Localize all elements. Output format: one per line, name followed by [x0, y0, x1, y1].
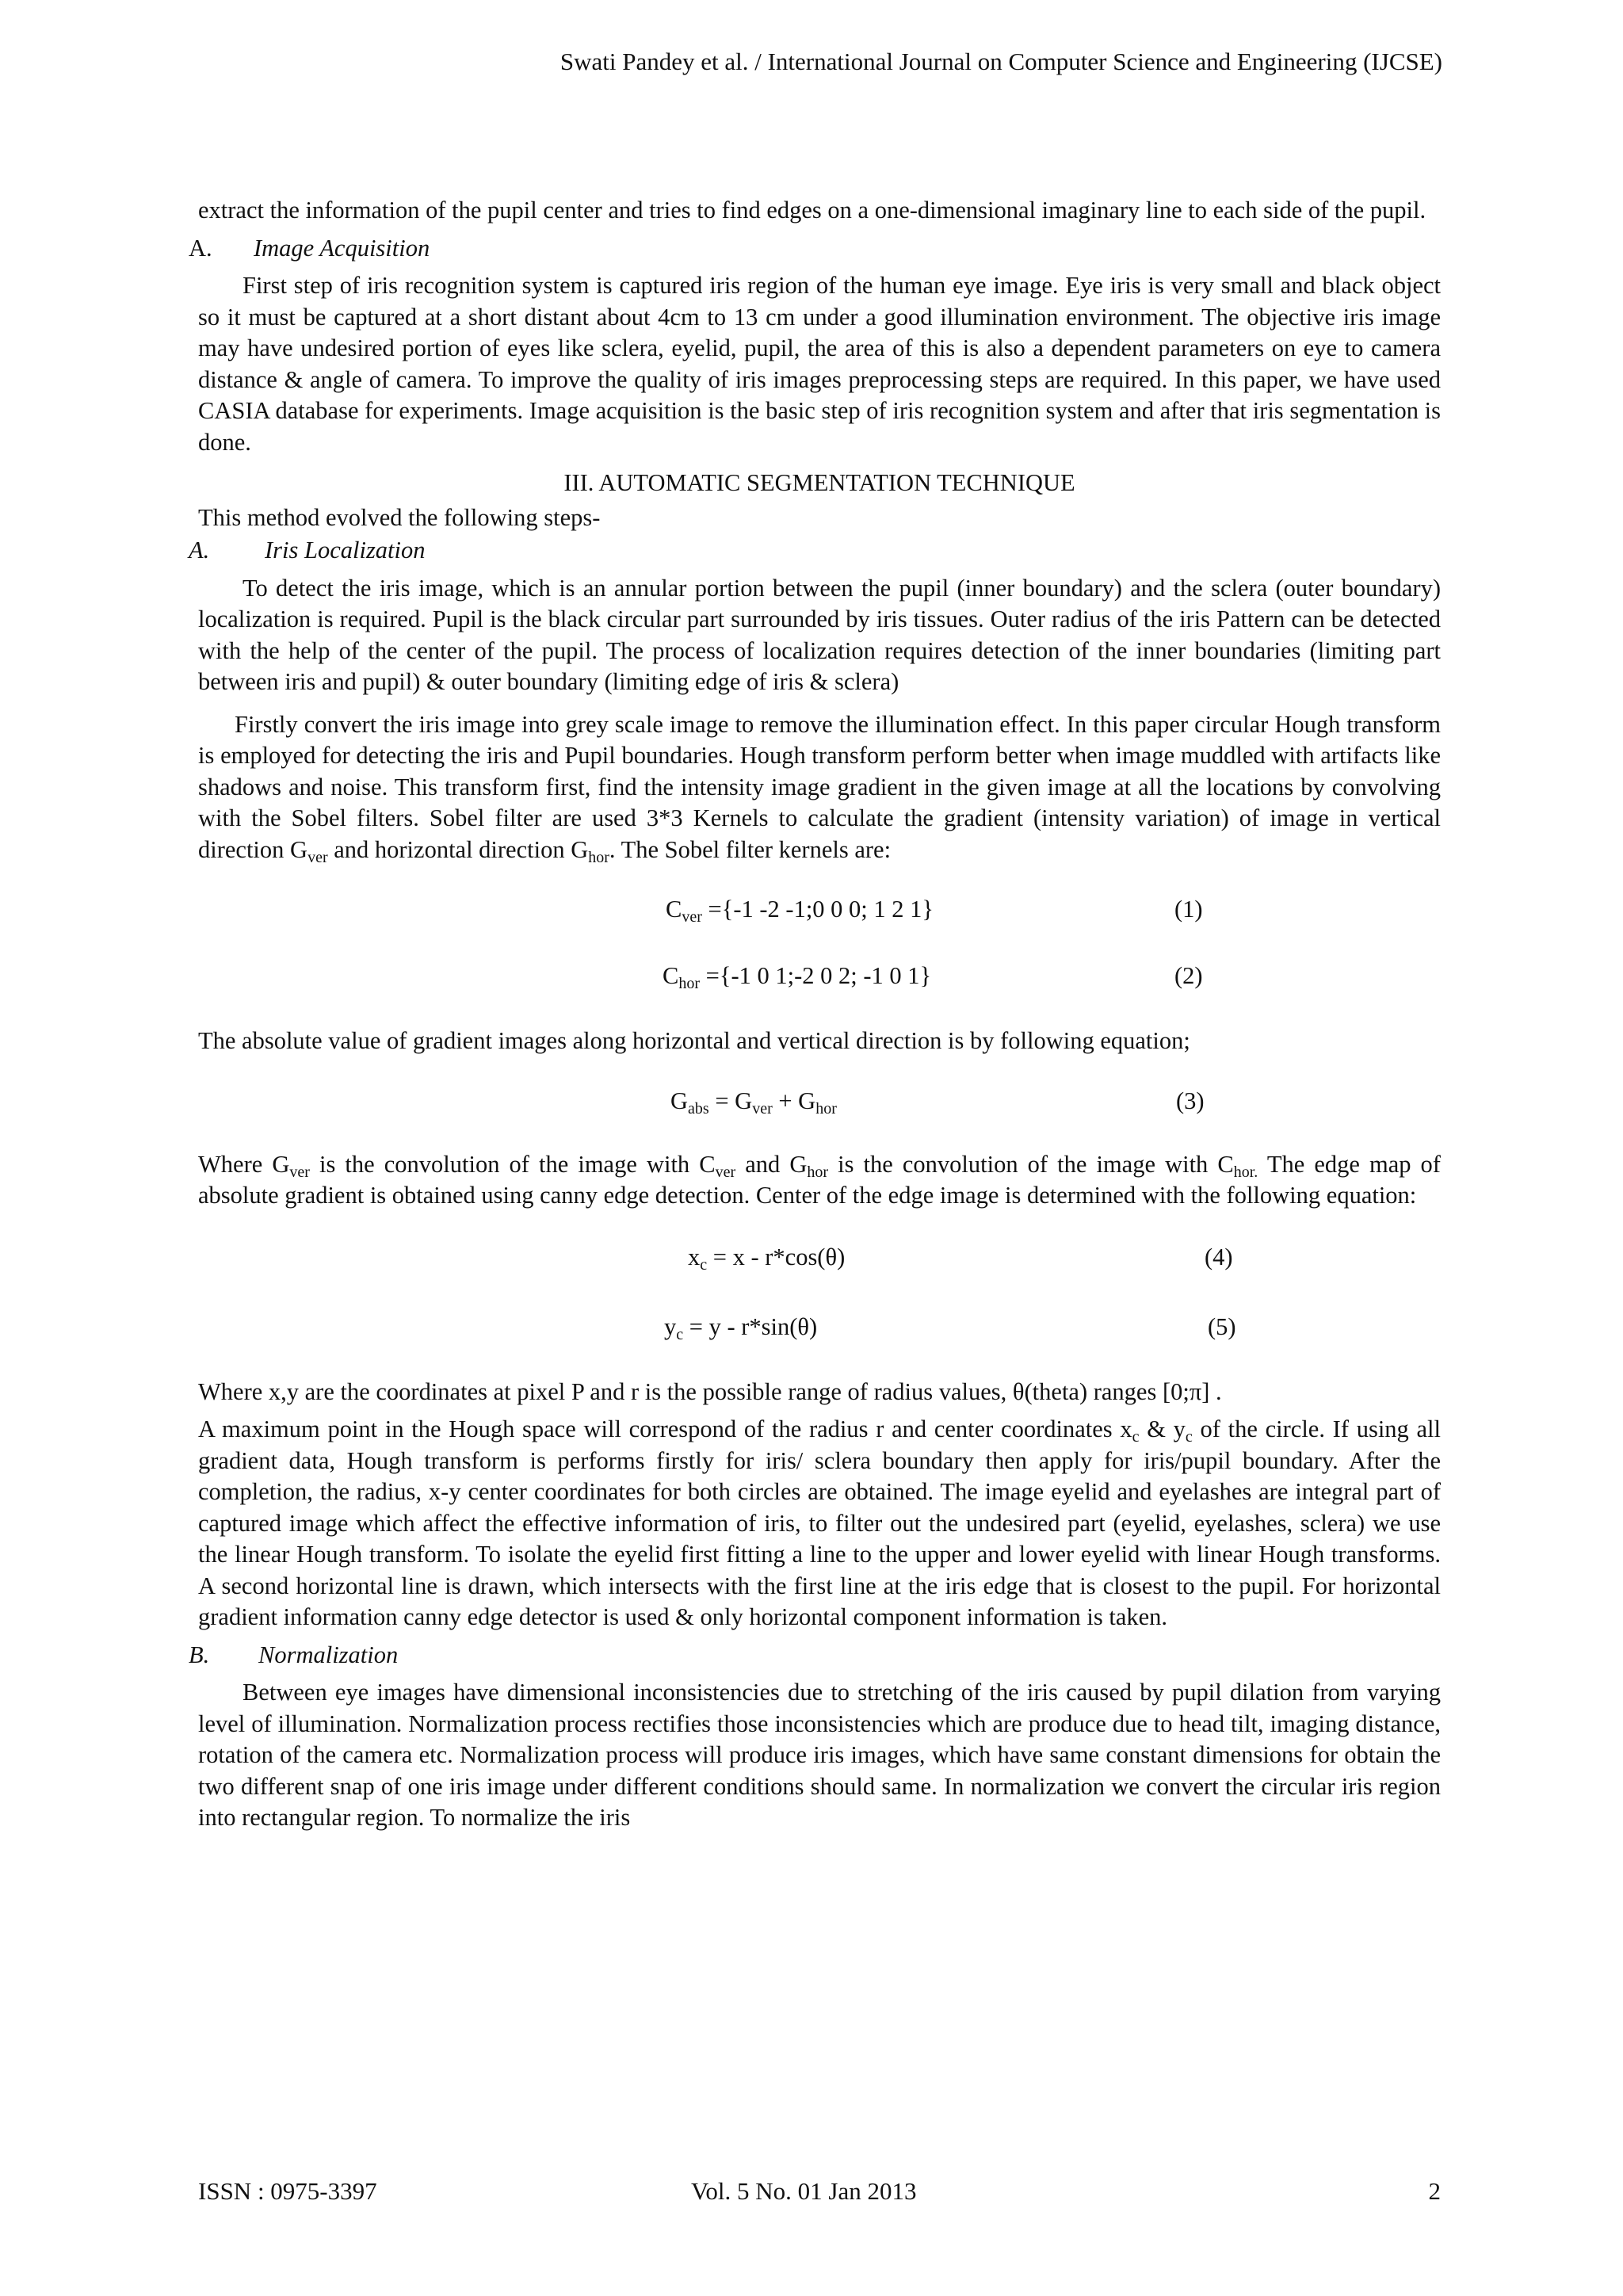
intro-paragraph: extract the information of the pupil center and tries to find edges on a one-dimensional imaginary line to each side of the pupil.: [198, 197, 1426, 223]
footer-issn: ISSN : 0975-3397: [198, 2177, 377, 2205]
equation-body: $C_{ver} =\{-1$ -2 -1;0 0 0; 1 2 1}: [666, 896, 934, 926]
where-coordinates-paragraph: Where x,y are the coordinates at pixel P and r is the possible range of radius values, θ(theta) ranges [0;π] .: [198, 1377, 1222, 1405]
equation-2: [198, 961, 1441, 995]
subsection-title: Normalization: [258, 1641, 399, 1668]
equation-number: (5): [1208, 1312, 1236, 1340]
maximum-point-paragraph: A maximum point in the Hough space will correspond of the radius r and center coordinates $x_c$ & $y_c$ of the circle. If using all gradient data, Hough transform is performs firstly for iris/ sclera boundary then apply for iris/pupil boundary. After the completion, the radius, x-y center coordinates for both circles are obtained. The image eyelid and eyelashes are integral part of captured image which affect the effective information of iris, to filter out the undesired part (eyelid, eyelashes, sclera) we use the linear Hough transform. To isolate the eyelid first fitting a line to the upper and lower eyelid with linear Hough transforms. A second horizontal line is drawn, which intersects with the first line at the iris edge that is closest to the pupil. For horizontal gradient information canny edge detector is used & only horizontal component information is taken.: [198, 1415, 1441, 1630]
method-paragraph: This method evolved the following steps-: [198, 503, 601, 531]
equation-number: (1): [1174, 896, 1203, 923]
absolute-value-paragraph: The absolute value of gradient images along horizontal and vertical direction is by following equation;: [198, 1027, 1190, 1054]
section-title: III. AUTOMATIC SEGMENTATION TECHNIQUE: [563, 469, 1075, 496]
firstly-paragraph: Firstly convert the iris image into grey scale image to remove the illumination effect. In this paper circular Hough transform is employed for detecting the iris and Pupil boundaries. Hough transform perform better when image muddled with artifacts like shadows and noise. This transform first, find the intensity image gradient in the given image at all the locations by convolving with the Sobel filters. Sobel filter are used 3*3 Kernels to calculate the gradient (intensity variation) of image in vertical direction $G_{ver}$ and horizontal direction $G_{hor}$. The Sobel filter kernels are:: [198, 710, 1441, 866]
equation-5: [198, 1312, 1441, 1347]
subsection-number: A.: [189, 537, 210, 563]
subsection-heading-normalization: [189, 1640, 1441, 1671]
subsection-number: B.: [189, 1641, 210, 1668]
running-head: Swati Pandey et al. / International Journal on Computer Science and Engineering (IJCSE): [559, 48, 1442, 75]
acquisition-paragraph: First step of iris recognition system is captured iris region of the human eye image. Eye iris is very small and black object so it must be captured at a short distant about 4cm to 13 cm under a good illumination environment. The objective iris image may have undesired portion of eyes like sclera, eyelid, pupil, the area of this is also a dependent parameters on eye to camera distance & angle of camera. To improve the quality of iris images preprocessing steps are required. In this paper, we have used CASIA database for experiments. Image acquisition is the basic step of iris recognition system and after that iris segmentation is done.: [198, 272, 1441, 456]
equation-body: $x_c = x - r*\cos(\theta)$: [688, 1243, 846, 1274]
body-text: [189, 195, 1441, 1834]
equation-body: $G_{abs} = G_{ver} + G_{hor}$: [670, 1087, 837, 1117]
subsection-title: Image Acquisition: [254, 234, 430, 262]
equation-body: $y_c = y - r*\sin(\theta)$: [664, 1312, 818, 1343]
where-paragraph: Where $G_{ver}$ is the convolution of the image with $C_{ver}$ and $G_{hor}$ is the convolution of the image with $C_{hor.}$ The edge map of absolute gradient is obtained using canny edge detection. Center of the edge image is determined with the following equation:: [198, 1150, 1441, 1209]
subsection-heading-iris-localization: [189, 535, 1441, 567]
equation-3: [198, 1086, 1441, 1121]
equation-body: $C_{hor} =\{-1$ 0 1;-2 0 2; -1 0 1}: [663, 962, 932, 992]
subsection-number: A.: [189, 234, 212, 262]
page-number: 2: [1428, 2177, 1441, 2205]
footer-volume: Vol. 5 No. 01 Jan 2013: [691, 2177, 917, 2205]
subsection-heading-image-acquisition: [189, 233, 1441, 265]
detect-paragraph: To detect the iris image, which is an annular portion between the pupil (inner boundary) and the sclera (outer boundary) localization is required. Pupil is the black circular part surrounded by iris tissues. Outer radius of the iris Pattern can be detected with the help of the center of the pupil. The process of localization requires detection of the inner boundaries (limiting part between iris and pupil) & outer boundary (limiting edge of iris & sclera): [198, 574, 1441, 695]
equation-4: [198, 1242, 1441, 1277]
equation-number: (4): [1205, 1243, 1233, 1270]
normalization-paragraph: Between eye images have dimensional inconsistencies due to stretching of the iris caused by pupil dilation from varying level of illumination. Normalization process rectifies those inconsistencies which are produce due to head tilt, imaging distance, rotation of the camera etc. Normalization process will produce iris images, which have same constant dimensions for obtain the two different snap of one iris image under different conditions should same. In normalization we convert the circular iris region into rectangular region. To normalize the iris: [198, 1679, 1441, 1831]
subsection-title: Iris Localization: [265, 537, 426, 563]
equation-1: [198, 894, 1441, 929]
equation-number: (2): [1174, 962, 1203, 989]
page-footer: [198, 2176, 1441, 2207]
equation-number: (3): [1176, 1087, 1205, 1114]
